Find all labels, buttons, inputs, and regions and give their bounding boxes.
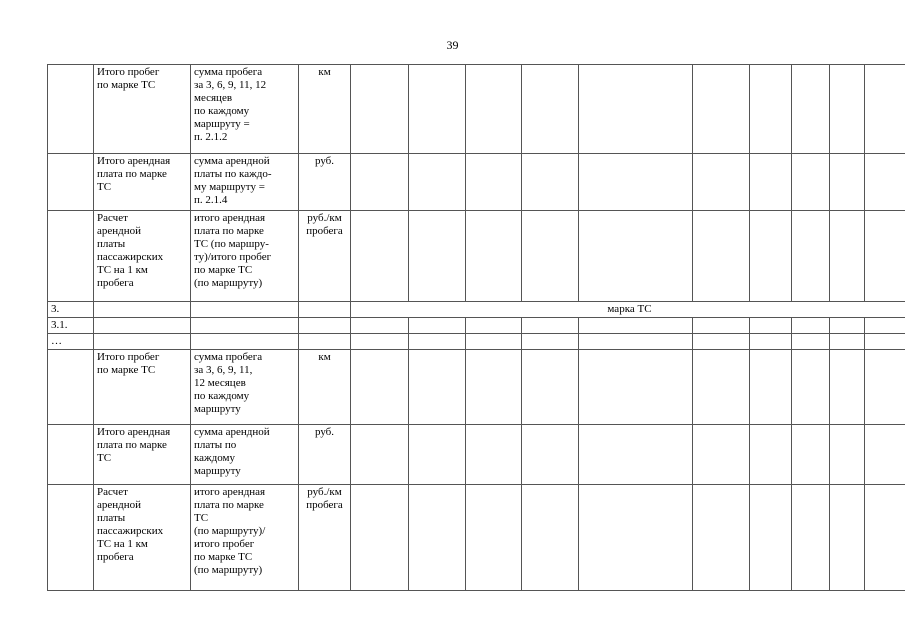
value-cell bbox=[830, 334, 865, 350]
value-cell bbox=[750, 154, 792, 211]
empty-cell bbox=[299, 302, 351, 318]
value-cell bbox=[865, 485, 905, 591]
value-cell bbox=[579, 65, 693, 154]
calculation-cell bbox=[191, 318, 299, 334]
value-cell bbox=[409, 154, 466, 211]
value-cell bbox=[522, 425, 579, 485]
value-cell bbox=[466, 350, 522, 425]
value-cell bbox=[750, 485, 792, 591]
value-cell bbox=[351, 334, 409, 350]
value-cell bbox=[792, 485, 830, 591]
value-cell bbox=[466, 485, 522, 591]
value-cell bbox=[830, 350, 865, 425]
value-cell bbox=[830, 211, 865, 302]
empty-cell bbox=[94, 302, 191, 318]
value-cell bbox=[522, 211, 579, 302]
indicator-name-cell-text: Расчет арендной платы пассажирских ТС на 1 км пробега bbox=[97, 212, 164, 289]
indicator-name-cell-text: Итого пробег по марке ТС bbox=[97, 351, 160, 376]
value-cell bbox=[522, 334, 579, 350]
value-cell bbox=[865, 425, 905, 485]
value-cell bbox=[466, 154, 522, 211]
indicator-name-cell bbox=[94, 350, 191, 425]
calculation-cell-text: сумма пробега за 3, 6, 9, 11, 12 месяцев по каждому маршруту = п. 2.1.2 bbox=[194, 66, 267, 143]
value-cell bbox=[830, 154, 865, 211]
row-number-cell bbox=[48, 485, 94, 591]
unit-cell bbox=[299, 154, 351, 211]
value-cell bbox=[792, 425, 830, 485]
value-cell bbox=[830, 318, 865, 334]
row-number-cell bbox=[48, 334, 94, 350]
row-number-cell bbox=[48, 425, 94, 485]
value-cell bbox=[792, 154, 830, 211]
data-table bbox=[47, 64, 905, 591]
value-cell bbox=[466, 425, 522, 485]
indicator-name-cell bbox=[94, 154, 191, 211]
value-cell bbox=[351, 318, 409, 334]
indicator-name-cell-text: Итого арендная плата по марке ТС bbox=[97, 155, 171, 193]
value-cell bbox=[579, 334, 693, 350]
value-cell bbox=[579, 350, 693, 425]
value-cell bbox=[409, 350, 466, 425]
unit-cell-text: руб./км пробега bbox=[306, 212, 343, 237]
indicator-name-cell-text: Итого пробег по марке ТС bbox=[97, 66, 160, 91]
value-cell bbox=[351, 425, 409, 485]
unit-cell-text: км bbox=[318, 351, 331, 363]
row-number-cell bbox=[48, 211, 94, 302]
calculation-cell bbox=[191, 485, 299, 591]
value-cell bbox=[351, 65, 409, 154]
unit-cell bbox=[299, 318, 351, 334]
calculation-cell bbox=[191, 334, 299, 350]
unit-cell bbox=[299, 425, 351, 485]
indicator-name-cell bbox=[94, 65, 191, 154]
row-number-cell bbox=[48, 65, 94, 154]
indicator-name-cell bbox=[94, 334, 191, 350]
value-cell bbox=[579, 318, 693, 334]
page-number: 39 bbox=[446, 38, 459, 52]
unit-cell-text: руб. bbox=[314, 426, 335, 438]
value-cell bbox=[409, 334, 466, 350]
calculation-cell-text: сумма арендной платы по каждому маршруту bbox=[194, 426, 270, 477]
value-cell bbox=[792, 65, 830, 154]
value-cell bbox=[865, 211, 905, 302]
unit-cell bbox=[299, 65, 351, 154]
value-cell bbox=[750, 425, 792, 485]
row-number-cell-text: 3.1. bbox=[51, 319, 68, 331]
indicator-name-cell-text: Расчет арендной платы пассажирских ТС на 1 км пробега bbox=[97, 486, 164, 563]
table-row bbox=[48, 425, 905, 485]
value-cell bbox=[409, 425, 466, 485]
unit-cell bbox=[299, 211, 351, 302]
row-number-cell bbox=[48, 154, 94, 211]
unit-cell-text: руб./км пробега bbox=[306, 486, 343, 511]
value-cell bbox=[865, 154, 905, 211]
value-cell bbox=[830, 65, 865, 154]
indicator-name-cell bbox=[94, 485, 191, 591]
value-cell bbox=[522, 154, 579, 211]
empty-cell bbox=[191, 302, 299, 318]
value-cell bbox=[522, 485, 579, 591]
value-cell bbox=[693, 154, 750, 211]
row-number-cell bbox=[48, 318, 94, 334]
indicator-name-cell bbox=[94, 425, 191, 485]
calculation-cell-text: итого арендная плата по марке ТС (по маршру- ту)/итого пробег по марке ТС (по маршруту) bbox=[194, 212, 272, 289]
value-cell bbox=[865, 350, 905, 425]
value-cell bbox=[792, 334, 830, 350]
value-cell bbox=[792, 211, 830, 302]
value-cell bbox=[865, 65, 905, 154]
value-cell bbox=[693, 425, 750, 485]
table-row bbox=[48, 318, 905, 334]
value-cell bbox=[830, 485, 865, 591]
unit-cell bbox=[299, 350, 351, 425]
value-cell bbox=[865, 318, 905, 334]
value-cell bbox=[865, 334, 905, 350]
value-cell bbox=[409, 211, 466, 302]
value-cell bbox=[409, 65, 466, 154]
calculation-cell-text: сумма пробега за 3, 6, 9, 11, 12 месяцев по каждому маршруту bbox=[194, 351, 263, 415]
value-cell bbox=[693, 334, 750, 350]
unit-cell-text: руб. bbox=[314, 155, 335, 167]
indicator-name-cell bbox=[94, 211, 191, 302]
table-row bbox=[48, 485, 905, 591]
unit-cell bbox=[299, 334, 351, 350]
calculation-cell-text: итого арендная плата по марке ТС (по маршруту)/ итого пробег по марке ТС (по маршруту) bbox=[194, 486, 266, 576]
value-cell bbox=[750, 334, 792, 350]
calculation-cell bbox=[191, 350, 299, 425]
table-row bbox=[48, 154, 905, 211]
table-row bbox=[48, 350, 905, 425]
value-cell bbox=[750, 211, 792, 302]
value-cell bbox=[750, 350, 792, 425]
value-cell bbox=[522, 318, 579, 334]
value-cell bbox=[409, 485, 466, 591]
table-row bbox=[48, 302, 905, 318]
unit-cell-text: км bbox=[318, 66, 331, 78]
value-cell bbox=[351, 154, 409, 211]
value-cell bbox=[522, 65, 579, 154]
row-number-cell bbox=[48, 350, 94, 425]
merged-brand-cell-text: марка ТС bbox=[607, 303, 652, 315]
indicator-name-cell bbox=[94, 318, 191, 334]
calculation-cell bbox=[191, 425, 299, 485]
table-row bbox=[48, 65, 905, 154]
row-number-cell-text: 3. bbox=[51, 303, 60, 315]
value-cell bbox=[466, 65, 522, 154]
value-cell bbox=[579, 211, 693, 302]
value-cell bbox=[693, 350, 750, 425]
value-cell bbox=[830, 425, 865, 485]
value-cell bbox=[693, 318, 750, 334]
table-row bbox=[48, 334, 905, 350]
value-cell bbox=[409, 318, 466, 334]
indicator-name-cell-text: Итого арендная плата по марке ТС bbox=[97, 426, 171, 464]
unit-cell bbox=[299, 485, 351, 591]
value-cell bbox=[579, 485, 693, 591]
value-cell bbox=[522, 350, 579, 425]
value-cell bbox=[351, 211, 409, 302]
value-cell bbox=[693, 211, 750, 302]
value-cell bbox=[579, 425, 693, 485]
value-cell bbox=[466, 334, 522, 350]
value-cell bbox=[693, 485, 750, 591]
calculation-cell bbox=[191, 154, 299, 211]
calculation-cell-text: сумма арендной платы по каждо- му маршруту = п. 2.1.4 bbox=[194, 155, 272, 206]
value-cell bbox=[792, 350, 830, 425]
calculation-cell bbox=[191, 65, 299, 154]
value-cell bbox=[466, 211, 522, 302]
row-number-cell bbox=[48, 302, 94, 318]
value-cell bbox=[351, 350, 409, 425]
table-row bbox=[48, 211, 905, 302]
value-cell bbox=[750, 65, 792, 154]
value-cell bbox=[466, 318, 522, 334]
value-cell bbox=[579, 154, 693, 211]
value-cell bbox=[351, 485, 409, 591]
value-cell bbox=[693, 65, 750, 154]
value-cell bbox=[792, 318, 830, 334]
value-cell bbox=[750, 318, 792, 334]
merged-brand-cell bbox=[351, 302, 905, 318]
row-number-cell-text: … bbox=[51, 335, 62, 347]
calculation-cell bbox=[191, 211, 299, 302]
